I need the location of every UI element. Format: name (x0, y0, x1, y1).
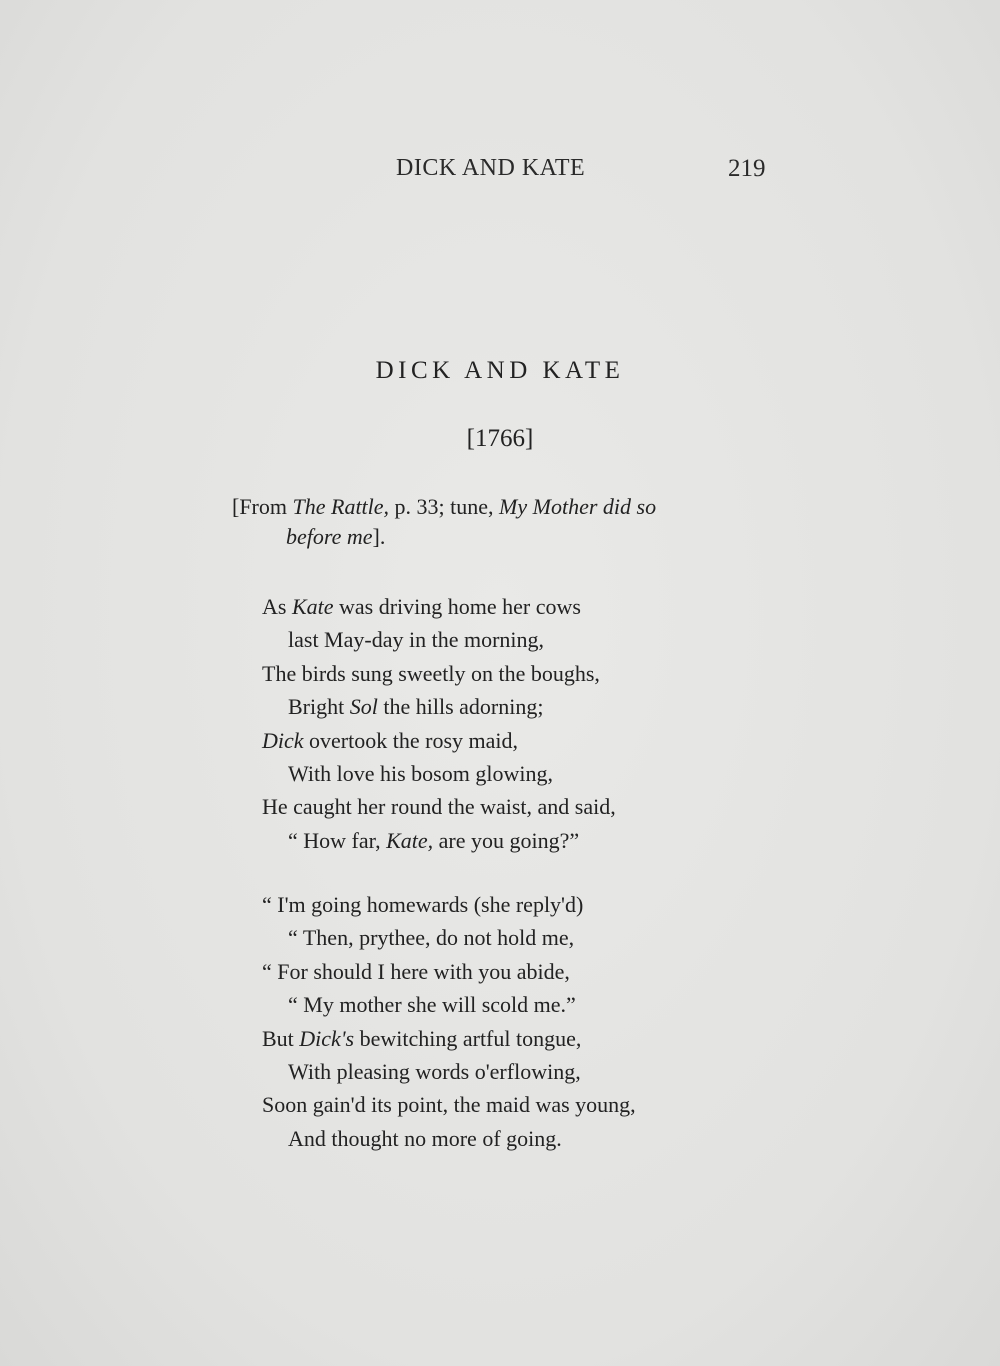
verse-line: Dick overtook the rosy maid, (262, 727, 518, 753)
verse-line: “ My mother she will scold me.” (288, 992, 576, 1018)
stanza-2 (262, 888, 636, 1155)
source-note-line-1 (232, 492, 777, 522)
source-note-text: p. 33; tune, (389, 494, 500, 519)
source-note-line-2 (232, 522, 777, 552)
source-tune-title: before me (286, 524, 373, 549)
verse-line: As Kate was driving home her cows (262, 594, 581, 619)
source-note-text: ]. (372, 524, 386, 549)
verse-line: Bright Sol the hills adorning; (288, 694, 544, 720)
verse-line: “ For should I here with you abide, (262, 958, 570, 984)
stanza-1 (262, 590, 616, 857)
verse-line: But Dick's bewitching artful tongue, (262, 1025, 582, 1051)
verse-line: Soon gain'd its point, the maid was young, (262, 1092, 636, 1118)
verse-line: “ I'm going homewards (she reply'd) (262, 892, 584, 917)
verse-line: last May-day in the morning, (288, 627, 545, 653)
verse-line: “ Then, prythee, do not hold me, (288, 925, 575, 951)
source-tune-title: My Mother did so (499, 494, 657, 519)
verse-line: With pleasing words o'erflowing, (288, 1059, 581, 1085)
verse-line: He caught her round the waist, and said, (262, 794, 616, 820)
page-number: 219 (728, 155, 766, 182)
source-book-title: The Rattle, (292, 494, 390, 519)
verse-line: With love his bosom glowing, (288, 761, 553, 787)
poem-title: DICK AND KATE (375, 357, 625, 384)
running-head: DICK AND KATE (396, 155, 586, 181)
poem-date: [1766] (466, 425, 534, 452)
verse-line: And thought no more of going. (288, 1125, 562, 1151)
verse-line: The birds sung sweetly on the boughs, (262, 660, 600, 686)
source-note-text: [From (232, 494, 293, 519)
verse-line: “ How far, Kate, are you going?” (288, 827, 580, 853)
source-note (232, 492, 777, 552)
